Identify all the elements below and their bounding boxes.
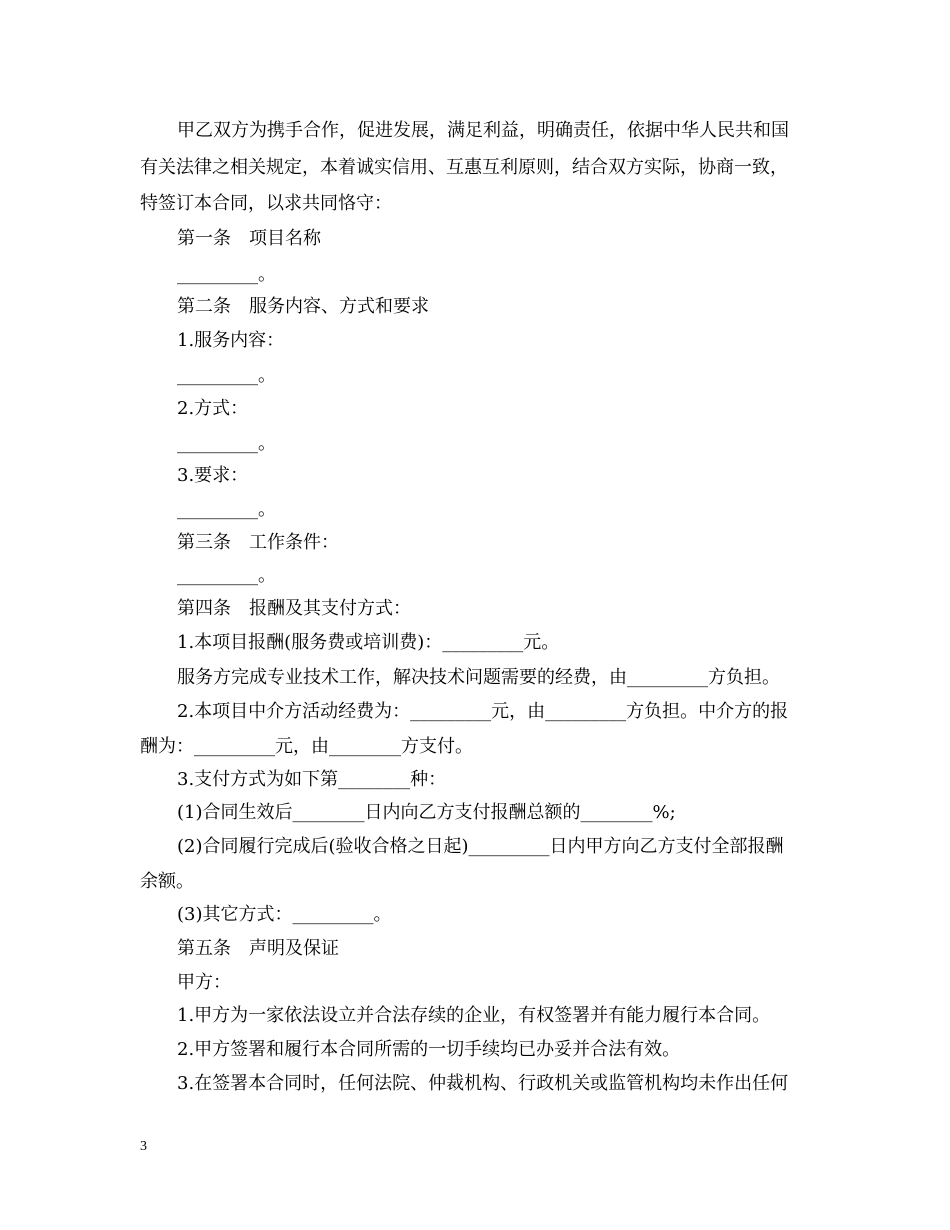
payment-option-1: (1)合同生效后________日内向乙方支付报酬总额的________%; — [177, 802, 676, 823]
technical-cost-line: 服务方完成专业技术工作，解决技术问题需要的经费，由_________方负担。 — [177, 667, 780, 688]
method-blank: _________。 — [177, 433, 276, 454]
intermediary-cost-line-1: 2.本项目中介方活动经费为：_________元，由_________方负担。中介方的报 — [177, 701, 789, 722]
intro-line-1: 甲乙双方为携手合作，促进发展，满足利益，明确责任，依据中华人民共和国 — [177, 120, 789, 141]
article-5-heading: 第五条 声明及保证 — [177, 938, 339, 959]
page-number: 3 — [140, 1139, 147, 1154]
payment-option-3: (3)其它方式：_________。 — [177, 904, 392, 925]
party-a-label: 甲方： — [177, 972, 231, 993]
payment-method-line: 3.支付方式为如下第________种： — [177, 769, 447, 790]
party-a-clause-2: 2.甲方签署和履行本合同所需的一切手续均已办妥并合法有效。 — [177, 1039, 681, 1060]
requirements-blank: _________。 — [177, 499, 276, 520]
article-2-heading: 第二条 服务内容、方式和要求 — [177, 296, 429, 317]
requirements-label: 3.要求： — [177, 465, 249, 486]
party-a-clause-1: 1.甲方为一家依法设立并合法存续的企业，有权签署并有能力履行本合同。 — [177, 1005, 771, 1026]
article-1-heading: 第一条 项目名称 — [177, 228, 321, 249]
article-1-blank: _________。 — [177, 264, 276, 285]
service-content-label: 1.服务内容： — [177, 330, 285, 351]
party-a-clause-3: 3.在签署本合同时，任何法院、仲裁机构、行政机关或监管机构均未作出任何 — [177, 1073, 789, 1094]
intermediary-cost-line-2: 酬为：_________元，由________方支付。 — [140, 736, 473, 757]
article-4-heading: 第四条 报酬及其支付方式： — [177, 598, 411, 619]
intro-line-3: 特签订本合同，以求共同恪守： — [140, 193, 392, 214]
method-label: 2.方式： — [177, 398, 249, 419]
intro-line-2: 有关法律之相关规定，本着诚实信用、互惠互利原则，结合双方实际，协商一致， — [140, 157, 788, 178]
payment-option-2-line-1: (2)合同履行完成后(验收合格之日起)_________日内甲方向乙方支付全部报酬 — [177, 836, 784, 857]
article-3-blank: _________。 — [177, 565, 276, 586]
service-content-blank: _________。 — [177, 365, 276, 386]
payment-option-2-line-2: 余额。 — [140, 871, 194, 892]
article-3-heading: 第三条 工作条件： — [177, 532, 339, 553]
remuneration-line: 1.本项目报酬(服务费或培训费)：_________元。 — [177, 632, 560, 653]
